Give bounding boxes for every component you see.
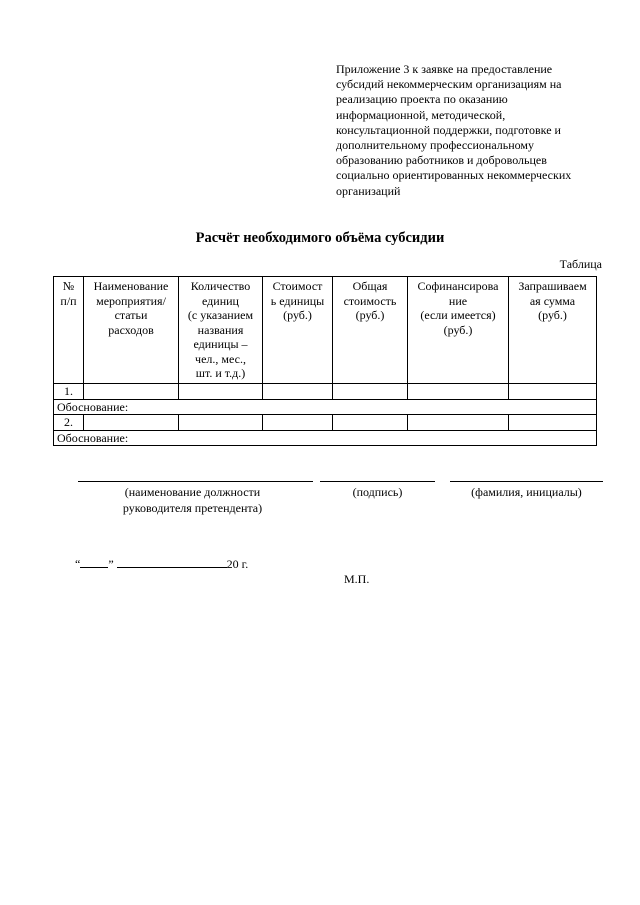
table-cell[interactable]: [263, 384, 333, 400]
appendix-line: реализацию проекта по оказанию: [336, 92, 508, 107]
table-cell[interactable]: [263, 415, 333, 431]
table-cell[interactable]: [333, 384, 408, 400]
justification-cell[interactable]: Обоснование:: [54, 430, 597, 446]
table-header-row: [54, 277, 597, 384]
open-quote: “: [75, 557, 81, 571]
appendix-line: субсидий некоммерческим организациям на: [336, 77, 562, 92]
table-cell[interactable]: [84, 415, 179, 431]
position-signature-line[interactable]: [78, 481, 313, 482]
name-caption: (фамилия, инициалы): [471, 485, 582, 499]
table-cell[interactable]: [84, 384, 179, 400]
row-number: 2.: [54, 415, 84, 431]
justification-row: [54, 399, 597, 415]
day-blank[interactable]: [80, 557, 108, 568]
table-cell[interactable]: [509, 415, 597, 431]
appendix-line: информационной, методической,: [336, 107, 506, 122]
appendix-line: организаций: [336, 183, 401, 198]
justification-row: [54, 430, 597, 446]
table-row: [54, 415, 597, 431]
appendix-line: Приложение 3 к заявке на предоставление: [336, 62, 553, 76]
header-cell: Стоимост ь единицы (руб.): [263, 277, 333, 384]
header-cell: Наименование мероприятия/ статьи расходов: [84, 277, 179, 384]
stamp-place: М.П.: [344, 572, 370, 586]
row-number: 1.: [54, 384, 84, 400]
header-cell: Запрашиваем ая сумма (руб.): [509, 277, 597, 384]
table-row: [54, 384, 597, 400]
table-cell[interactable]: [333, 415, 408, 431]
table-cell[interactable]: [408, 415, 509, 431]
appendix-line: дополнительному профессиональному: [336, 138, 535, 153]
name-signature-line[interactable]: [450, 481, 603, 482]
close-quote: ”: [108, 557, 114, 571]
position-caption: (наименование должности руководителя претендента): [122, 485, 263, 515]
table-cell[interactable]: [408, 384, 509, 400]
table-cell[interactable]: [179, 384, 263, 400]
appendix-header: [336, 62, 606, 199]
document-title: Расчёт необходимого объёма субсидии: [195, 230, 445, 246]
header-cell: № п/п: [54, 277, 84, 384]
header-cell: Общая стоимость (руб.): [333, 277, 408, 384]
header-cell: Количество единиц (с указанием названия единицы – чел., мес., шт. и т.д.): [179, 277, 263, 384]
justification-cell[interactable]: Обоснование:: [54, 399, 597, 415]
subsidy-table: [53, 276, 597, 446]
appendix-line: социально ориентированных некоммерческих: [336, 168, 572, 183]
signature-caption: (подпись): [352, 485, 403, 499]
appendix-line: образованию работников и добровольцев: [336, 153, 547, 168]
year-suffix: 20 г.: [226, 557, 249, 571]
table-cell[interactable]: [509, 384, 597, 400]
month-blank[interactable]: [117, 557, 227, 568]
table-label: Таблица: [559, 257, 602, 271]
appendix-line: консультационной поддержки, подготовке и: [336, 122, 561, 137]
header-cell: Софинансирова ние (если имеется) (руб.): [408, 277, 509, 384]
signature-line[interactable]: [320, 481, 435, 482]
date-field: [75, 557, 248, 572]
table-cell[interactable]: [179, 415, 263, 431]
